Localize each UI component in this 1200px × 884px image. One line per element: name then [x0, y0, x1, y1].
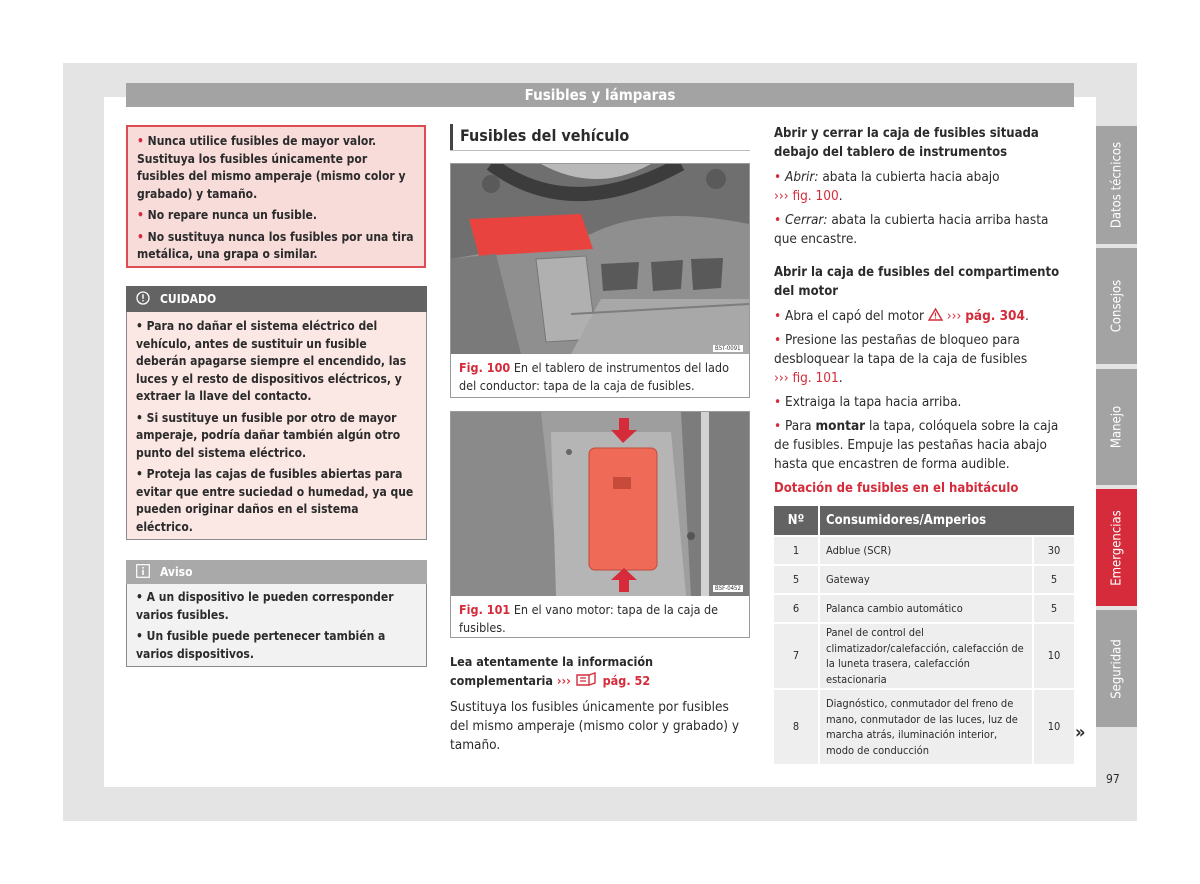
body-text: Sustituya los fusibles únicamente por fusibles del mismo amperaje (mismo color y grabado) y tamaño. — [450, 699, 740, 753]
info-icon — [136, 564, 150, 578]
table-title: Dotación de fusibles en el habitáculo — [774, 481, 1019, 496]
figure-code: B5F-0452 — [715, 585, 741, 592]
note-item: • Un fusible puede pertenecer también a varios dispositivos. — [136, 629, 386, 661]
section-title: Fusibles del vehículo — [450, 124, 750, 150]
read-more-note: Lea atentamente la información complementaria ››› pág. 52 — [450, 654, 654, 688]
warning-triangle-icon — [928, 308, 943, 321]
warning-item: • No sustituya nunca los fusibles por una tira metálica, una grapa o similar. — [137, 229, 414, 261]
caution-item: • Para no dañar el sistema eléctrico del vehículo, antes de sustituir un fusible deberán apagarse siempre el encendido, las luces y el resto de dispositivos eléctricos, y extraer la llave del contacto. — [136, 319, 407, 403]
caution-icon — [136, 291, 150, 305]
warning-item: • Nunca utilice fusibles de mayor valor. Sustituya los fusibles únicamente por fusibles del mismo amperaje (mismo color y grabado) y tamaño. — [137, 134, 406, 201]
continue-arrow: » — [1075, 722, 1086, 743]
table-header-row — [774, 506, 1074, 535]
caution-item: • Proteja las cajas de fusibles abiertas para evitar que entre suciedad o humedad, ya que pueden originar daños en el sistema eléctrico. — [136, 467, 414, 534]
engine-fusebox-illustration — [451, 412, 749, 596]
figure-caption: Fig. 101 En el vano motor: tapa de la caja de fusibles. — [459, 602, 719, 635]
page-number: 97 — [1106, 772, 1120, 786]
instruction-item: • Cerrar: abata la cubierta hacia arriba hasta que encastre. — [774, 212, 1049, 247]
tab-datos-tecnicos[interactable]: Datos técnicos — [1096, 126, 1137, 244]
instruction-item: • Abrir: abata la cubierta hacia abajo ››› fig. 100. — [774, 169, 1000, 204]
note-header: Aviso — [126, 560, 427, 584]
table-row: 1 Adblue (SCR) 30 — [774, 535, 1074, 564]
table-row: 8 Diagnóstico, conmutador del freno de mano, conmutador de las luces, luz de marcha atrás, iluminación interior, modo de conducción 10 — [774, 688, 1074, 764]
tab-seguridad[interactable]: Seguridad — [1096, 610, 1137, 727]
subsection-heading: Abrir la caja de fusibles del compartimento del motor — [774, 265, 1060, 299]
note-item: • A un dispositivo le pueden corresponder varios fusibles. — [136, 590, 394, 622]
column-header-number: Nº — [774, 506, 820, 535]
tab-emergencias[interactable]: Emergencias — [1096, 489, 1137, 606]
section-divider — [450, 150, 750, 151]
instruction-item: • Abra el capó del motor ››› pág. 304. — [774, 308, 1029, 324]
tab-consejos[interactable]: Consejos — [1096, 248, 1137, 364]
page-link[interactable]: pág. 304 — [965, 308, 1025, 324]
figure-code: B5T-0091 — [715, 345, 741, 352]
right-column — [774, 125, 1074, 764]
caution-header: CUIDADO — [126, 286, 427, 312]
instruction-item: • Para montar la tapa, colóquela sobre la caja de fusibles. Empuje las pestañas hacia abajo hasta que encastren de forma audible. — [774, 418, 1059, 472]
table-row: 5 Gateway 5 — [774, 564, 1074, 593]
figure-100 — [450, 163, 750, 398]
figure-101 — [450, 411, 750, 638]
caution-item: • Si sustituye un fusible por otro de mayor amperaje, podría dañar también algún otro punto del sistema eléctrico. — [136, 410, 401, 460]
dashboard-fusebox-illustration — [451, 164, 749, 354]
table-row: 6 Palanca cambio automático 5 — [774, 593, 1074, 622]
subsection-heading: Abrir y cerrar la caja de fusibles situada debajo del tablero de instrumentos — [774, 126, 1039, 160]
instruction-item: • Presione las pestañas de bloqueo para desbloquear la tapa de la caja de fusibles ››› fig. 101. — [774, 332, 1028, 386]
figure-link[interactable]: fig. 101 — [792, 370, 839, 386]
column-header-consumers: Consumidores/Amperios — [820, 506, 1074, 535]
warning-box — [126, 125, 426, 268]
warning-item: • No repare nunca un fusible. — [137, 208, 317, 222]
figure-caption: Fig. 100 En el tablero de instrumentos del lado del conductor: tapa de la caja de fusibles. — [459, 360, 729, 393]
tab-manejo[interactable]: Manejo — [1096, 369, 1137, 485]
page-reference-link[interactable]: pág. 52 — [602, 673, 651, 688]
fuse-table — [774, 506, 1074, 764]
table-row: 7 Panel de control del climatizador/calefacción, calefacción de la luneta trasera, calefacción estacionaria 10 — [774, 622, 1074, 688]
book-reference-icon — [575, 672, 599, 688]
note-box — [126, 584, 427, 667]
caution-box — [126, 312, 427, 540]
chapter-header: Fusibles y lámparas — [126, 83, 1074, 107]
instruction-item: • Extraiga la tapa hacia arriba. — [774, 394, 962, 410]
figure-link[interactable]: fig. 100 — [792, 188, 839, 204]
